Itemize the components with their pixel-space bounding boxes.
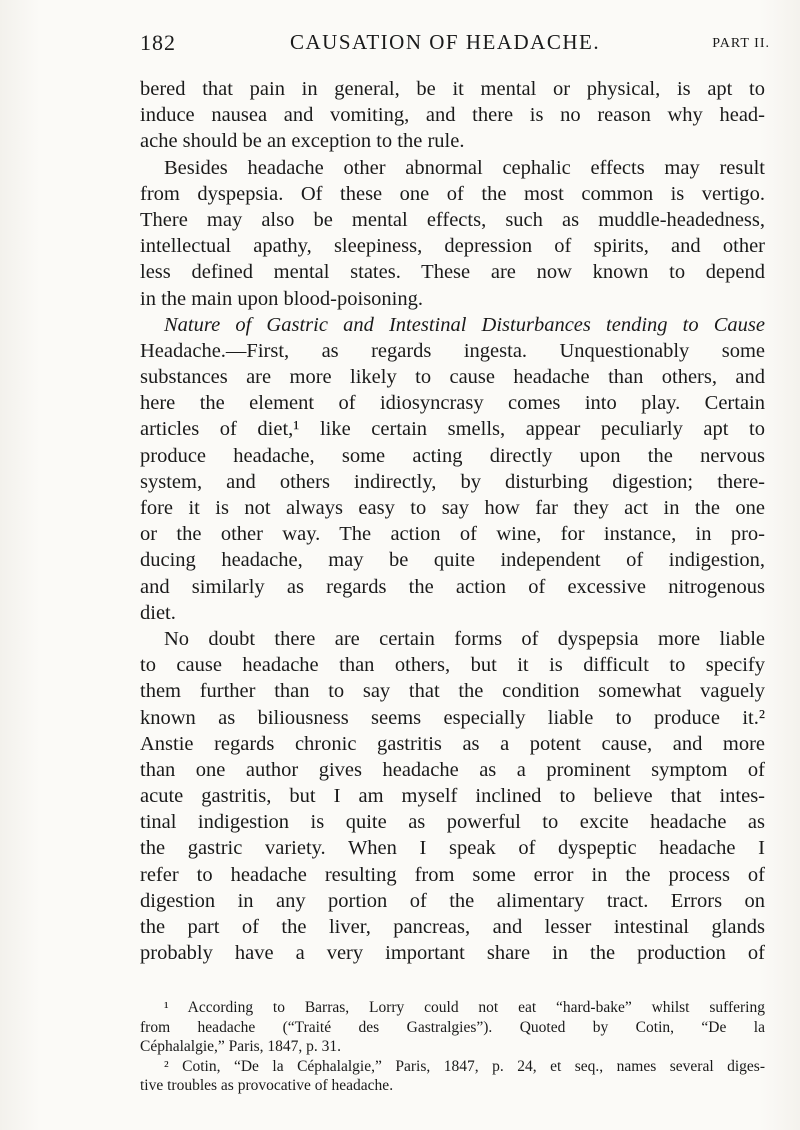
footnote-line: ² Cotin, “De la Céphalalgie,” Paris, 1847, p. 24, et seq., names several diges- xyxy=(164,1057,765,1075)
body-text xyxy=(140,76,765,966)
part-label: PART II. xyxy=(712,36,770,51)
text-line: in the main upon blood-poisoning. xyxy=(140,287,423,310)
text-line: the gastric variety. When I speak of dyspeptic headache I xyxy=(140,837,765,860)
text-line: to cause headache than others, but it is difficult to specify xyxy=(140,654,765,677)
text-line: substances are more likely to cause headache than others, and xyxy=(140,366,765,389)
running-title: CAUSATION OF HEADACHE. xyxy=(290,30,601,54)
footnote-line: tive troubles as provocative of headache. xyxy=(140,1077,394,1094)
text-line: acute gastritis, but I am myself inclined to believe that intes- xyxy=(140,785,765,808)
footnote-line: ¹ According to Barras, Lorry could not eat “hard-bake” whilst suffering xyxy=(164,999,765,1016)
text-line: the part of the liver, pancreas, and lesser intestinal glands xyxy=(140,916,765,938)
text-line: tinal indigestion is quite as powerful to excite headache as xyxy=(140,811,765,834)
text-line: here the element of idiosyncrasy comes into play. Certain xyxy=(140,392,765,415)
text-line: probably have a very important share in the production of xyxy=(140,942,765,965)
text-line: or the other way. The action of wine, for instance, in pro- xyxy=(140,523,765,546)
text-line: No doubt there are certain forms of dyspepsia more liable xyxy=(164,627,765,650)
text-line: Anstie regards chronic gastritis as a potent cause, and more xyxy=(140,732,765,755)
text-line: There may also be mental effects, such as muddle-headedness, xyxy=(140,208,765,231)
text-line: and similarly as regards the action of excessive nitrogenous xyxy=(140,575,765,598)
text-line: produce headache, some acting directly upon the nervous xyxy=(140,444,765,467)
page-header xyxy=(140,30,770,60)
text-line: bered that pain in general, be it mental or physical, is apt to xyxy=(140,78,765,100)
text-line: diet. xyxy=(140,601,176,624)
text-line: system, and others indirectly, by disturbing digestion; there- xyxy=(140,470,765,493)
text-line: fore it is not always easy to say how far they act in the one xyxy=(140,497,765,519)
section-heading-line: Nature of Gastric and Intestinal Disturbances tending to Cause xyxy=(164,313,765,336)
text-line: ache should be an exception to the rule. xyxy=(140,130,465,153)
footnote-line: Céphalalgie,” Paris, 1847, p. 31. xyxy=(140,1038,342,1055)
text-line: them further than to say that the condition somewhat vaguely xyxy=(140,680,765,703)
text-line: intellectual apathy, sleepiness, depression of spirits, and other xyxy=(140,235,765,258)
text-line: Headache.—First, as regards ingesta. Unquestionably some xyxy=(140,339,765,362)
text-line: than one author gives headache as a prominent symptom of xyxy=(140,758,765,781)
text-line: articles of diet,¹ like certain smells, appear peculiarly apt to xyxy=(140,418,765,441)
text-line: induce nausea and vomiting, and there is no reason why head- xyxy=(140,104,765,127)
text-line: digestion in any portion of the alimentary tract. Errors on xyxy=(140,889,765,912)
text-line: ducing headache, may be quite independent of indigestion, xyxy=(140,549,765,572)
text-line: known as biliousness seems especially liable to produce it.² xyxy=(140,706,765,729)
text-line: from dyspepsia. Of these one of the most common is vertigo. xyxy=(140,182,765,205)
text-line: less defined mental states. These are now known to depend xyxy=(140,261,765,284)
text-line: Besides headache other abnormal cephalic effects may result xyxy=(164,156,765,179)
footnote-line: from headache (“Traité des Gastralgies”). Quoted by Cotin, “De la xyxy=(140,1018,765,1036)
text-line: refer to headache resulting from some error in the process of xyxy=(140,863,765,886)
footnotes xyxy=(140,998,765,1096)
page-number: 182 xyxy=(140,30,176,55)
